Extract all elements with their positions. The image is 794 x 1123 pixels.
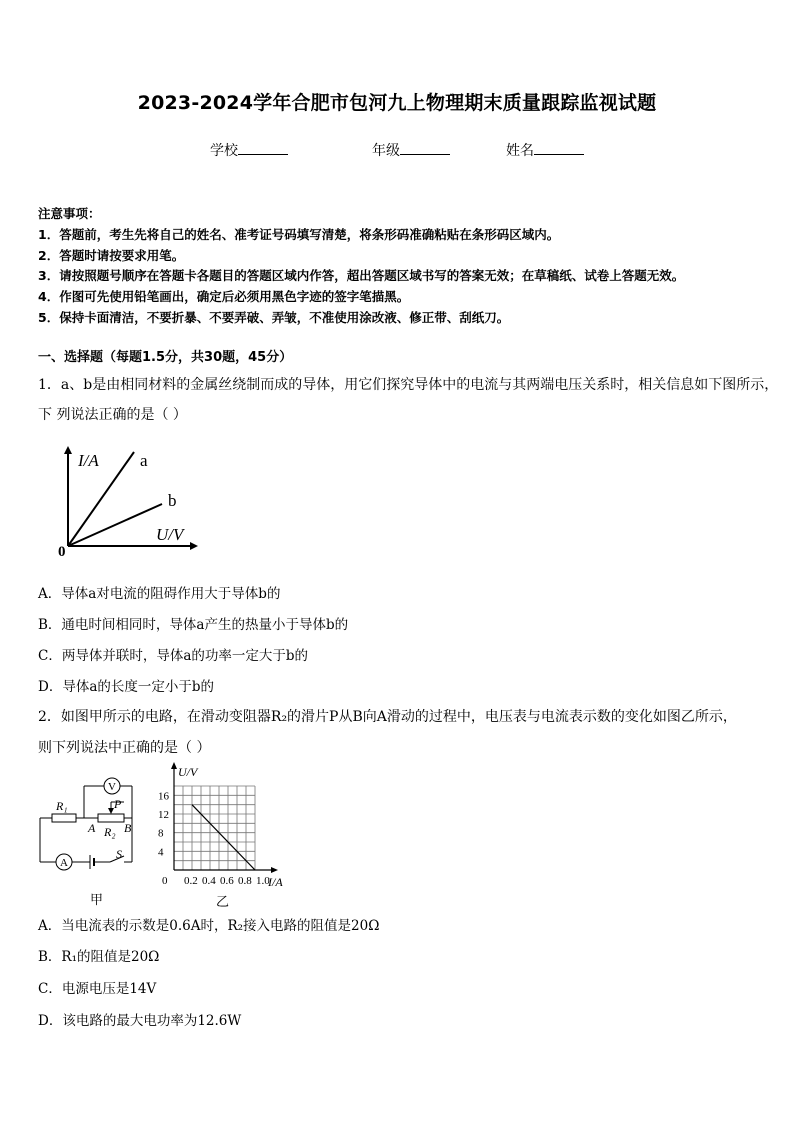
q1-option-a: A．导体a对电流的阻碍作用大于导体b的	[38, 586, 281, 602]
q1-stem-line1: 1．a、b是由相同材料的金属丝绕制而成的导体，用它们探究导体中的电流与其两端电压关系时，相关信息如下图所示，	[38, 377, 779, 393]
q1-iu-graph	[52, 444, 202, 560]
b-label: B	[124, 821, 132, 835]
name-field	[506, 140, 584, 160]
chart-caption: 乙	[216, 894, 230, 909]
chart-x-arrow	[271, 867, 278, 873]
q2-stem-line2: 则下列说法中正确的是（ ）	[38, 740, 211, 756]
chart-y-tick-label: 4	[158, 846, 164, 859]
s-label: S	[116, 847, 122, 861]
p-label: P	[114, 797, 122, 811]
q1-option-d: D．导体a的长度一定小于b的	[38, 679, 215, 695]
chart-x-tick-label: 0.8	[238, 875, 252, 887]
chart-x-tick-label: 0.2	[184, 875, 198, 887]
chart-y-tick-label: 16	[158, 790, 169, 803]
q2-stem-line1: 2．如图甲所示的电路，在滑动变阻器R₂的滑片P从B向A滑动的过程中，电压表与电流表示数的变化如图乙所示，	[38, 709, 737, 725]
note-item: 2．答题时请按要求用笔。	[38, 247, 185, 263]
r1-label: R₁	[56, 799, 68, 813]
q1-option-c: C．两导体并联时，导体a的功率一定大于b的	[38, 648, 309, 664]
a-label: A	[88, 821, 96, 835]
q2-option-d: D．该电路的最大电功率为12.6W	[38, 1013, 242, 1029]
chart-x-tick-label: 0.4	[202, 875, 216, 887]
school-field	[210, 140, 288, 160]
grade-label: 年级	[372, 143, 400, 159]
q2-option-c: C．电源电压是14V	[38, 981, 157, 997]
q1-stem-line2: 下 列说法正确的是（ ）	[38, 407, 187, 423]
q2-ui-chart	[150, 762, 292, 912]
chart-series-line	[192, 805, 255, 870]
note-item: 3．请按照题号顺序在答题卡各题目的答题区域内作答，超出答题区域书写的答案无效；在草稿纸、试卷上答题无效。	[38, 268, 685, 284]
q1-x-label: U/V	[156, 525, 184, 544]
q2-option-b: B．R₁的阻值是20Ω	[38, 949, 160, 965]
q1-label-b: b	[168, 491, 177, 510]
chart-y-label: U/V	[178, 765, 198, 779]
note-item: 1．答题前，考生先将自己的姓名、准考证号码填写清楚，将条形码准确粘贴在条形码区域内。	[38, 226, 560, 242]
q1-y-arrow	[64, 446, 72, 454]
ammeter-label: A	[60, 857, 68, 869]
name-blank	[534, 142, 584, 155]
chart-x-tick-label: 1.0	[256, 875, 270, 887]
q1-y-label: I/A	[78, 451, 99, 470]
school-blank	[238, 142, 288, 155]
school-label: 学校	[210, 143, 238, 159]
r2-label: R₂	[104, 825, 116, 839]
voltmeter-label: V	[108, 781, 116, 793]
q2-option-a: A．当电流表的示数是0.6A时，R₂接入电路的阻值是20Ω	[38, 918, 380, 934]
q1-label-a: a	[140, 451, 148, 470]
chart-x-tick-label: 0	[162, 875, 168, 887]
page-title: 2023-2024学年合肥市包河九上物理期末质量跟踪监视试题	[137, 92, 657, 114]
q1-option-b: B．通电时间相同时，导体a产生的热量小于导体b的	[38, 617, 349, 633]
r1-resistor	[52, 814, 76, 822]
chart-x-label: I/A	[268, 875, 283, 889]
grade-field	[372, 140, 450, 160]
notes-heading: 注意事项：	[38, 206, 101, 221]
q1-x-arrow	[190, 542, 198, 550]
circuit-caption: 甲	[90, 892, 104, 907]
chart-series	[192, 805, 255, 870]
section-heading: 一、选择题（每题1.5分，共30题，45分）	[38, 350, 293, 365]
chart-y-tick-label: 12	[158, 809, 169, 821]
chart-y-arrow	[171, 762, 177, 769]
note-item: 5．保持卡面清洁，不要折暴、不要弄破、弄皱，不准使用涂改液、修正带、刮纸刀。	[38, 309, 510, 325]
chart-y-tick-label: 8	[158, 827, 164, 840]
q1-origin: 0	[58, 544, 66, 560]
notes-block	[38, 204, 684, 329]
r2-rheostat	[98, 814, 124, 822]
chart-x-tick-label: 0.6	[220, 875, 234, 887]
name-label: 姓名	[506, 143, 534, 159]
note-item: 4．作图可先使用铅笔画出，确定后必须用黑色字迹的签字笔描黑。	[38, 289, 410, 305]
q2-circuit-diagram	[36, 772, 148, 910]
grade-blank	[400, 142, 450, 155]
